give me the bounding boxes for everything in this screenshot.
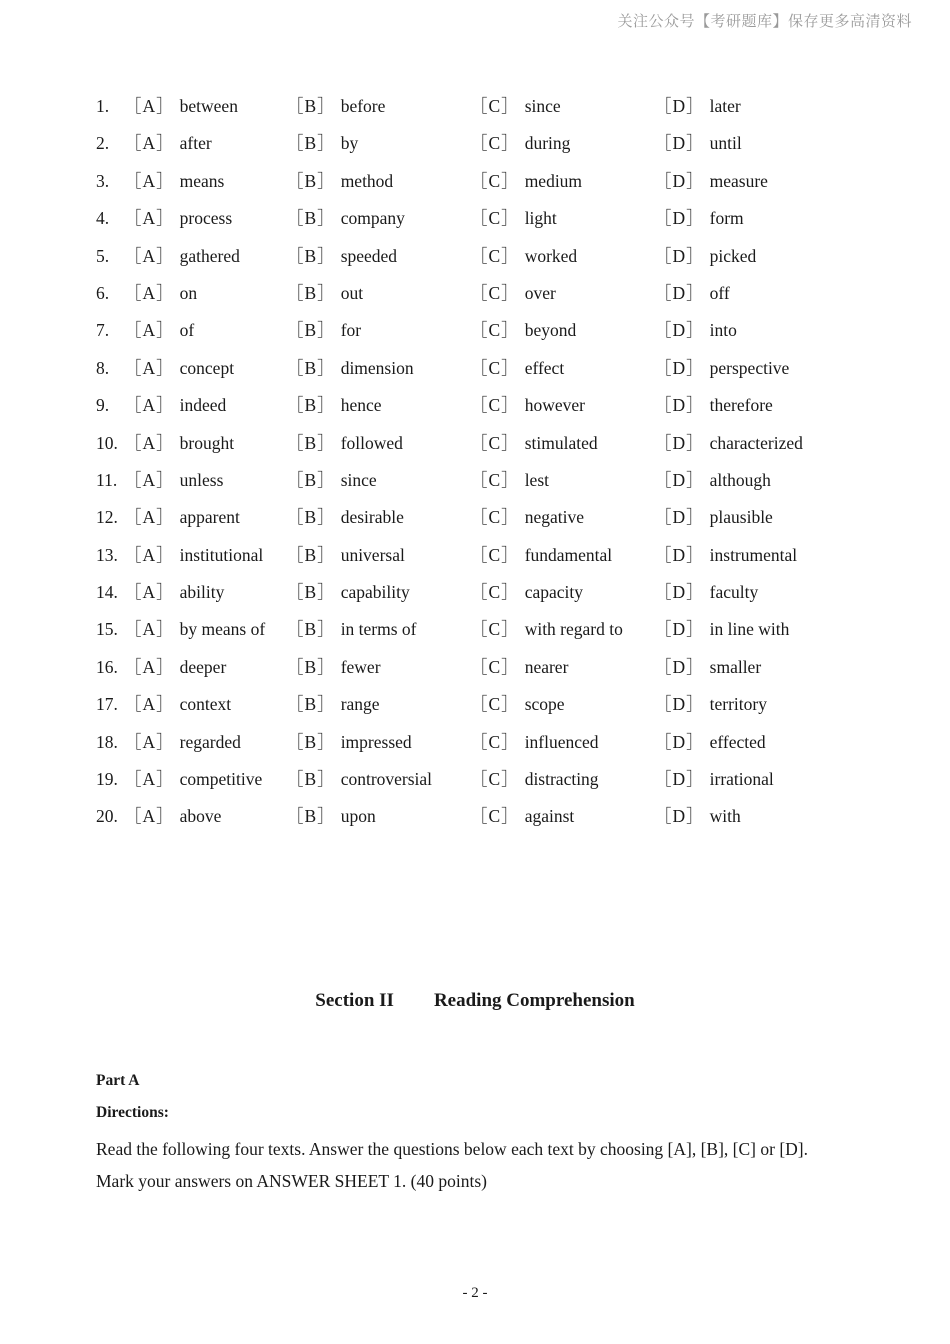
option-text: before: [340, 96, 386, 116]
option-d: [654, 802, 741, 830]
option-a: [124, 316, 194, 344]
option-label: ［B］: [286, 320, 336, 341]
option-text: in terms of: [340, 619, 417, 640]
option-text: faculty: [709, 582, 759, 603]
option-c: [470, 279, 556, 307]
option-text: followed: [340, 432, 403, 453]
question-row: [96, 92, 896, 129]
option-text: indeed: [179, 395, 227, 416]
option-text: scope: [524, 694, 565, 715]
option-label: ［A］: [124, 769, 175, 790]
directions-line: Mark your answers on ANSWER SHEET 1. (40 points): [96, 1171, 487, 1191]
watermark-text: 关注公众号【考研题库】保存更多高清资料: [617, 12, 912, 30]
option-text: desirable: [340, 507, 404, 528]
option-text: effect: [524, 357, 565, 378]
option-b: [286, 92, 385, 120]
option-label: ［C］: [470, 282, 520, 303]
option-text: instrumental: [709, 544, 798, 565]
option-text: capability: [340, 582, 410, 603]
option-label: ［A］: [124, 133, 175, 154]
question-number: 15.: [96, 619, 118, 640]
option-a: [124, 167, 224, 195]
option-a: [124, 429, 234, 457]
option-label: ［B］: [286, 432, 336, 453]
option-label: ［D］: [654, 282, 705, 303]
option-text: means: [179, 170, 225, 191]
option-text: lest: [524, 469, 549, 490]
option-text: distracting: [524, 769, 599, 790]
option-label: ［D］: [654, 694, 705, 715]
option-c: [470, 354, 564, 382]
option-a: [124, 765, 262, 793]
option-d: [654, 92, 741, 120]
option-d: [654, 242, 756, 270]
question-number: 16.: [96, 656, 118, 677]
option-label: ［D］: [654, 769, 705, 790]
question-row: [96, 802, 896, 839]
option-text: process: [179, 208, 233, 229]
option-a: [124, 503, 240, 531]
option-text: apparent: [179, 507, 240, 528]
directions-line: Read the following four texts. Answer the questions below each text by choosing [A], [B], [C] or [D].: [96, 1139, 808, 1159]
option-d: [654, 429, 803, 457]
question-number: 2.: [96, 133, 110, 154]
option-c: [470, 242, 577, 270]
option-text: unless: [179, 469, 224, 490]
option-label: ［D］: [654, 469, 705, 490]
option-a: [124, 279, 197, 307]
question-number: 19.: [96, 769, 118, 790]
option-c: [470, 316, 576, 344]
option-label: ［D］: [654, 806, 705, 827]
option-label: ［C］: [470, 731, 520, 752]
option-text: during: [524, 133, 571, 154]
option-a: [124, 653, 226, 681]
option-label: ［A］: [124, 806, 175, 827]
option-d: [654, 354, 789, 382]
option-text: medium: [524, 170, 583, 191]
option-label: ［D］: [654, 357, 705, 378]
option-text: with regard to: [524, 619, 623, 640]
option-label: ［B］: [286, 245, 336, 266]
option-d: [654, 167, 768, 195]
option-a: [124, 242, 240, 270]
option-a: [124, 615, 265, 643]
option-b: [286, 129, 358, 157]
question-number: 14.: [96, 582, 118, 603]
option-label: ［C］: [470, 170, 520, 191]
option-text: smaller: [709, 656, 762, 677]
option-label: ［A］: [124, 432, 175, 453]
question-number: 1.: [96, 96, 110, 116]
option-text: controversial: [340, 769, 433, 790]
option-label: ［B］: [286, 544, 336, 565]
question-row: [96, 167, 896, 204]
option-label: ［B］: [286, 170, 336, 191]
option-label: ［B］: [286, 656, 336, 677]
option-label: ［A］: [124, 619, 175, 640]
question-row: [96, 279, 896, 316]
question-row: [96, 615, 896, 652]
option-b: [286, 690, 380, 718]
question-number: 4.: [96, 208, 110, 229]
question-row: [96, 541, 896, 578]
option-d: [654, 316, 737, 344]
option-a: [124, 204, 232, 232]
option-label: ［A］: [124, 395, 175, 416]
option-text: between: [179, 96, 238, 116]
option-c: [470, 92, 561, 120]
option-b: [286, 354, 414, 382]
option-label: ［C］: [470, 806, 520, 827]
option-label: ［D］: [654, 245, 705, 266]
option-label: ［A］: [124, 469, 175, 490]
option-text: method: [340, 170, 394, 191]
option-text: speeded: [340, 245, 398, 266]
option-label: ［C］: [470, 245, 520, 266]
option-text: fundamental: [524, 544, 613, 565]
option-a: [124, 728, 241, 756]
option-c: [470, 578, 583, 606]
question-row: [96, 578, 896, 615]
option-text: against: [524, 806, 575, 827]
question-number: 7.: [96, 320, 110, 341]
option-label: ［B］: [286, 582, 336, 603]
option-b: [286, 391, 382, 419]
option-b: [286, 204, 405, 232]
option-label: ［A］: [124, 170, 175, 191]
option-label: ［B］: [286, 806, 336, 827]
option-d: [654, 204, 744, 232]
option-b: [286, 242, 397, 270]
question-row: [96, 653, 896, 690]
option-text: off: [709, 282, 730, 303]
option-text: capacity: [524, 582, 583, 603]
option-text: on: [179, 282, 198, 303]
option-b: [286, 279, 363, 307]
option-label: ［C］: [470, 582, 520, 603]
option-label: ［A］: [124, 282, 175, 303]
option-label: ［A］: [124, 96, 175, 116]
option-label: ［D］: [654, 731, 705, 752]
option-label: ［C］: [470, 656, 520, 677]
option-text: above: [179, 806, 222, 827]
option-d: [654, 466, 771, 494]
option-label: ［C］: [470, 133, 520, 154]
option-label: ［D］: [654, 96, 705, 116]
option-label: ［C］: [470, 469, 520, 490]
option-label: ［C］: [470, 544, 520, 565]
option-label: ［A］: [124, 208, 175, 229]
directions-paragraph: [96, 1133, 896, 1197]
option-text: gathered: [179, 245, 240, 266]
option-text: universal: [340, 544, 405, 565]
option-text: concept: [179, 357, 235, 378]
option-label: ［B］: [286, 469, 336, 490]
option-text: therefore: [709, 395, 773, 416]
page-number: - 2 -: [462, 1285, 488, 1301]
question-row: [96, 316, 896, 353]
option-text: with: [709, 806, 741, 827]
option-d: [654, 615, 789, 643]
option-b: [286, 541, 405, 569]
part-label: Part A: [96, 1072, 140, 1089]
option-text: upon: [340, 806, 376, 827]
option-text: over: [524, 282, 556, 303]
question-row: [96, 429, 896, 466]
option-b: [286, 653, 381, 681]
option-b: [286, 316, 361, 344]
option-text: characterized: [709, 432, 803, 453]
question-row: [96, 129, 896, 166]
option-label: ［C］: [470, 395, 520, 416]
option-label: ［A］: [124, 245, 175, 266]
option-text: worked: [524, 245, 578, 266]
option-a: [124, 391, 226, 419]
option-text: form: [709, 208, 744, 229]
option-b: [286, 429, 403, 457]
option-label: ［A］: [124, 694, 175, 715]
option-label: ［C］: [470, 694, 520, 715]
option-label: ［A］: [124, 544, 175, 565]
question-number: 5.: [96, 245, 110, 266]
option-label: ［B］: [286, 96, 336, 116]
option-text: into: [709, 320, 737, 341]
directions-label: Directions:: [96, 1104, 169, 1121]
option-text: dimension: [340, 357, 414, 378]
option-c: [470, 204, 557, 232]
option-d: [654, 129, 742, 157]
option-text: irrational: [709, 769, 774, 790]
option-label: ［B］: [286, 357, 336, 378]
option-text: measure: [709, 170, 768, 191]
option-text: deeper: [179, 656, 227, 677]
option-c: [470, 765, 599, 793]
option-d: [654, 765, 774, 793]
question-number: 12.: [96, 507, 118, 528]
option-a: [124, 129, 212, 157]
option-text: by: [340, 133, 359, 154]
option-text: out: [340, 282, 364, 303]
option-label: ［C］: [470, 208, 520, 229]
question-number: 11.: [96, 469, 118, 490]
option-c: [470, 653, 568, 681]
option-b: [286, 802, 376, 830]
question-number: 20.: [96, 806, 118, 827]
option-text: competitive: [179, 769, 263, 790]
option-text: hence: [340, 395, 382, 416]
option-a: [124, 354, 234, 382]
option-label: ［C］: [470, 619, 520, 640]
option-d: [654, 578, 758, 606]
section-label: Section II: [315, 990, 394, 1011]
question-number: 6.: [96, 282, 110, 303]
question-row: [96, 503, 896, 540]
question-row: [96, 354, 896, 391]
question-row: [96, 765, 896, 802]
option-text: context: [179, 694, 232, 715]
question-number: 3.: [96, 170, 110, 191]
option-label: ［B］: [286, 282, 336, 303]
option-label: ［C］: [470, 320, 520, 341]
question-number: 10.: [96, 432, 118, 453]
option-label: ［B］: [286, 507, 336, 528]
options-list: [96, 92, 896, 840]
option-label: ［A］: [124, 656, 175, 677]
option-b: [286, 503, 404, 531]
option-label: ［A］: [124, 731, 175, 752]
option-text: beyond: [524, 320, 577, 341]
option-text: since: [524, 96, 561, 116]
option-b: [286, 728, 412, 756]
option-label: ［B］: [286, 619, 336, 640]
option-d: [654, 690, 767, 718]
option-text: stimulated: [524, 432, 598, 453]
option-text: picked: [709, 245, 757, 266]
option-a: [124, 466, 223, 494]
option-text: influenced: [524, 731, 599, 752]
option-label: ［D］: [654, 208, 705, 229]
option-c: [470, 429, 598, 457]
option-label: ［D］: [654, 170, 705, 191]
option-d: [654, 728, 766, 756]
option-d: [654, 503, 773, 531]
option-a: [124, 92, 238, 120]
option-label: ［A］: [124, 582, 175, 603]
option-label: ［B］: [286, 731, 336, 752]
option-label: ［C］: [470, 96, 520, 116]
option-text: however: [524, 395, 585, 416]
question-row: [96, 690, 896, 727]
option-d: [654, 279, 730, 307]
option-c: [470, 690, 565, 718]
option-text: later: [709, 96, 741, 116]
option-label: ［C］: [470, 769, 520, 790]
option-text: fewer: [340, 656, 381, 677]
option-a: [124, 802, 221, 830]
option-text: since: [340, 469, 377, 490]
option-c: [470, 503, 584, 531]
question-number: 8.: [96, 357, 110, 378]
option-c: [470, 466, 549, 494]
option-b: [286, 615, 417, 643]
option-a: [124, 690, 231, 718]
section-heading: [0, 990, 950, 1012]
option-text: until: [709, 133, 742, 154]
option-label: ［D］: [654, 544, 705, 565]
option-label: ［D］: [654, 507, 705, 528]
option-text: brought: [179, 432, 235, 453]
option-text: negative: [524, 507, 584, 528]
option-text: for: [340, 320, 362, 341]
option-text: ability: [179, 582, 225, 603]
option-d: [654, 391, 773, 419]
option-d: [654, 541, 797, 569]
option-text: although: [709, 469, 771, 490]
option-text: of: [179, 320, 195, 341]
option-text: plausible: [709, 507, 773, 528]
option-b: [286, 578, 410, 606]
option-text: institutional: [179, 544, 264, 565]
option-label: ［C］: [470, 432, 520, 453]
question-row: [96, 466, 896, 503]
option-text: in line with: [709, 619, 790, 640]
option-text: impressed: [340, 731, 412, 752]
option-b: [286, 765, 432, 793]
option-c: [470, 167, 582, 195]
option-label: ［B］: [286, 395, 336, 416]
option-a: [124, 578, 224, 606]
option-label: ［B］: [286, 208, 336, 229]
option-label: ［D］: [654, 133, 705, 154]
option-label: ［D］: [654, 395, 705, 416]
option-label: ［C］: [470, 357, 520, 378]
question-row: [96, 728, 896, 765]
option-c: [470, 391, 585, 419]
option-text: company: [340, 208, 405, 229]
option-label: ［B］: [286, 769, 336, 790]
option-c: [470, 129, 570, 157]
question-row: [96, 391, 896, 428]
option-text: range: [340, 694, 380, 715]
question-number: 17.: [96, 694, 118, 715]
option-label: ［D］: [654, 432, 705, 453]
option-text: light: [524, 208, 557, 229]
option-c: [470, 802, 574, 830]
option-label: ［A］: [124, 320, 175, 341]
option-c: [470, 615, 623, 643]
question-number: 9.: [96, 395, 110, 416]
option-text: perspective: [709, 357, 790, 378]
option-c: [470, 541, 612, 569]
question-number: 18.: [96, 731, 118, 752]
option-c: [470, 728, 599, 756]
option-d: [654, 653, 761, 681]
option-label: ［B］: [286, 133, 336, 154]
option-label: ［B］: [286, 694, 336, 715]
option-text: effected: [709, 731, 766, 752]
option-label: ［D］: [654, 582, 705, 603]
option-a: [124, 541, 263, 569]
option-label: ［A］: [124, 357, 175, 378]
option-label: ［A］: [124, 507, 175, 528]
question-number: 13.: [96, 544, 118, 565]
option-text: nearer: [524, 656, 569, 677]
option-b: [286, 466, 377, 494]
option-text: territory: [709, 694, 767, 715]
section-title: Reading Comprehension: [433, 990, 635, 1011]
option-label: ［D］: [654, 656, 705, 677]
question-row: [96, 204, 896, 241]
option-text: after: [179, 133, 212, 154]
option-label: ［D］: [654, 320, 705, 341]
option-label: ［D］: [654, 619, 705, 640]
option-label: ［C］: [470, 507, 520, 528]
option-text: regarded: [179, 731, 241, 752]
option-b: [286, 167, 393, 195]
option-text: by means of: [179, 619, 266, 640]
question-row: [96, 242, 896, 279]
